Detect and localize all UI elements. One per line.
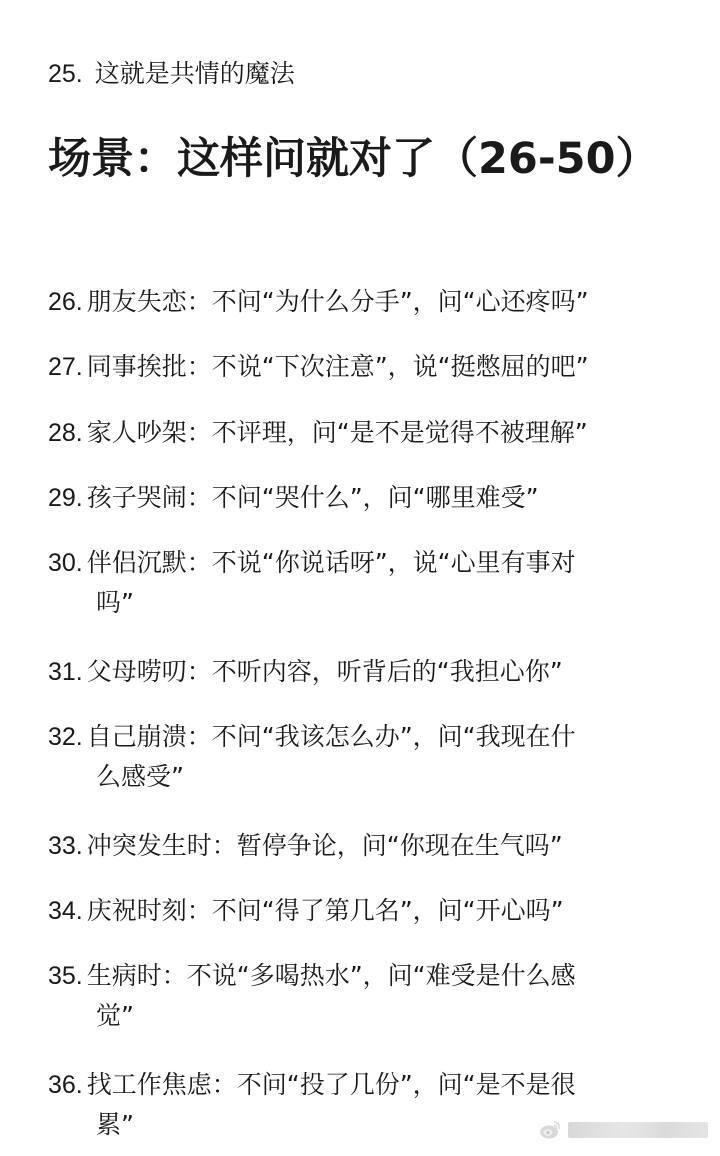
watermark-text-blur bbox=[568, 1122, 708, 1138]
item-text-continued: 累” bbox=[96, 1110, 134, 1139]
item-text: 生病时：不说“多喝热水”，问“难受是什么感 bbox=[86, 961, 576, 990]
list-item bbox=[48, 891, 688, 931]
item-text: 孩子哭闹：不问“哭什么”，问“哪里难受” bbox=[86, 483, 539, 512]
item-number: 28. bbox=[48, 419, 83, 447]
list-item bbox=[48, 282, 688, 322]
item-number: 33. bbox=[48, 832, 83, 860]
item-text: 同事挨批：不说“下次注意”，说“挺憋屈的吧” bbox=[86, 352, 589, 381]
list-item bbox=[48, 543, 688, 623]
item-text-continued: 么感受” bbox=[96, 762, 184, 791]
item-number: 29. bbox=[48, 484, 83, 512]
item-number: 34. bbox=[48, 897, 83, 925]
item-text: 找工作焦虑：不问“投了几份”，问“是不是很 bbox=[86, 1070, 576, 1099]
item-number: 25. bbox=[48, 60, 83, 88]
list-item bbox=[48, 956, 688, 1036]
item-number: 27. bbox=[48, 353, 83, 381]
list-item bbox=[48, 652, 688, 692]
item-number: 30. bbox=[48, 549, 83, 577]
item-text: 自己崩溃：不问“我该怎么办”，问“我现在什 bbox=[86, 722, 576, 751]
list-item bbox=[48, 826, 688, 866]
item-text: 父母唠叨：不听内容，听背后的“我担心你” bbox=[86, 657, 563, 686]
item-text: 庆祝时刻：不问“得了第几名”，问“开心吗” bbox=[86, 896, 564, 925]
item-number: 36. bbox=[48, 1071, 83, 1099]
item-number: 26. bbox=[48, 288, 83, 316]
item-number: 35. bbox=[48, 962, 83, 990]
section-heading: 场景：这样问就对了（26-50） bbox=[48, 134, 659, 184]
weibo-logo-icon bbox=[538, 1118, 562, 1142]
item-text: 冲突发生时：暂停争论，问“你现在生气吗” bbox=[86, 831, 563, 860]
list-item bbox=[48, 347, 688, 387]
list-item bbox=[48, 717, 688, 797]
list-item bbox=[48, 413, 688, 453]
item-number: 32. bbox=[48, 723, 83, 751]
item-text-continued: 觉” bbox=[96, 1001, 134, 1030]
list-item bbox=[48, 478, 688, 518]
item-text: 家人吵架：不评理，问“是不是觉得不被理解” bbox=[86, 418, 588, 447]
list-item-25 bbox=[48, 56, 688, 92]
item-text-continued: 吗” bbox=[96, 588, 134, 617]
item-number: 31. bbox=[48, 658, 83, 686]
item-text: 朋友失恋：不问“为什么分手”，问“心还疼吗” bbox=[86, 287, 589, 316]
watermark bbox=[538, 1118, 708, 1142]
item-text: 伴侣沉默：不说“你说话呀”，说“心里有事对 bbox=[86, 548, 576, 577]
item-text: 这就是共情的魔法 bbox=[94, 59, 295, 88]
